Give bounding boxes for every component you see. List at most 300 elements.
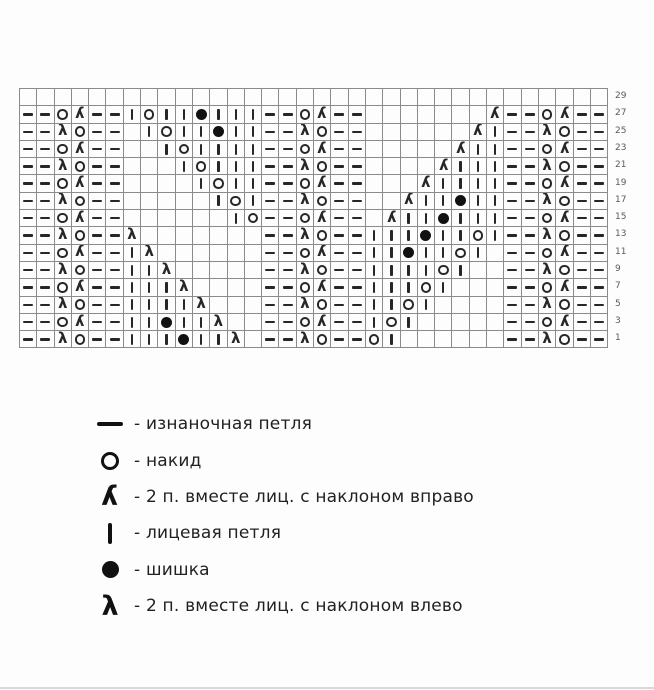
chart-cell [418,89,435,106]
chart-cell [504,89,521,106]
chart-cell [314,158,331,175]
knit-icon [183,109,185,120]
yarn-over-icon [57,144,68,155]
knit-icon [252,161,254,172]
yarn-over-icon [542,178,553,189]
yarn-over-icon [57,109,68,120]
chart-cell [297,89,314,106]
purl-icon [594,286,604,288]
chart-cell [349,89,366,106]
yarn-over-icon [230,196,241,207]
chart-cell [124,314,141,331]
chart-cell [470,245,487,262]
chart-cell [418,193,435,210]
chart-cell [470,297,487,314]
chart-cell [487,279,504,296]
yarn-over-icon [300,109,311,120]
chart-cell [124,297,141,314]
chart-cell [452,262,469,279]
chart-cell [504,193,521,210]
purl-icon [265,252,275,254]
dec-left-icon: λ [161,261,172,278]
yarn-over-icon [559,196,570,207]
purl-icon [525,131,535,133]
chart-cell [383,124,400,141]
chart-cell [418,314,435,331]
chart-cell [262,193,279,210]
chart-cell [591,279,608,296]
purl-icon [507,148,517,150]
chart-cell [574,227,591,244]
chart-cell [591,331,608,348]
chart-cell [366,158,383,175]
knit-icon [390,299,392,310]
dec-left-icon: λ [57,227,68,244]
yarn-over-icon [300,178,311,189]
chart-cell [228,124,245,141]
chart-cell [418,245,435,262]
purl-icon [525,217,535,219]
purl-icon [594,148,604,150]
chart-cell [556,262,573,279]
chart-cell [279,175,296,192]
chart-cell [331,279,348,296]
knit-icon [390,230,392,241]
purl-icon [23,200,33,202]
purl-icon [525,234,535,236]
chart-cell [591,314,608,331]
chart-cell [401,124,418,141]
chart-cell [89,193,106,210]
purl-icon [40,165,50,167]
chart-cell [245,193,262,210]
chart-cell [176,124,193,141]
chart-cell [158,193,175,210]
chart-cell [504,227,521,244]
knit-icon [494,230,496,241]
dec-left-icon: λ [300,331,310,347]
chart-cell [452,124,469,141]
yarn-over-icon [75,230,86,241]
chart-cell [20,297,37,314]
chart-cell [470,141,487,158]
chart-cell [591,89,608,106]
chart-cell [366,89,383,106]
chart-cell [470,89,487,106]
chart-cell [297,158,314,175]
chart-cell [574,245,591,262]
chart-cell [210,262,227,279]
chart-cell [20,106,37,123]
dec-right-icon: λ [559,140,570,157]
chart-cell [89,331,106,348]
knit-icon [373,282,375,293]
scan-edge-artifact [0,687,654,689]
purl-icon [265,182,275,184]
chart-cell [262,124,279,141]
chart-cell [106,124,123,141]
chart-cell [452,279,469,296]
chart-cell [383,331,400,348]
yarn-over-icon [300,213,311,224]
chart-cell [20,245,37,262]
chart-cell [55,297,72,314]
chart-cell [401,210,418,227]
chart-cell [55,158,72,175]
chart-cell [383,227,400,244]
purl-icon [283,148,293,150]
chart-cell [487,141,504,158]
chart-cell [141,297,158,314]
chart-cell [487,262,504,279]
dec-left-icon: λ [542,331,552,347]
dec-left-icon: λ [542,123,552,140]
row-number: 21 [615,160,627,171]
row-number: 25 [615,125,627,136]
chart-cell [55,106,72,123]
chart-cell [522,331,539,348]
chart-cell [141,262,158,279]
chart-cell [72,141,89,158]
chart-cell [55,193,72,210]
chart-cell [349,314,366,331]
chart-cell [470,227,487,244]
purl-icon [92,182,102,184]
legend-label: - шишка [134,559,210,580]
purl-icon [283,182,293,184]
chart-cell [383,141,400,158]
knit-icon [407,213,409,224]
chart-cell [487,175,504,192]
chart-cell [401,245,418,262]
chart-cell [331,106,348,123]
legend-item-purl [86,406,546,442]
dec-right-icon: λ [317,106,327,122]
chart-cell [106,227,123,244]
chart-cell [106,314,123,331]
knit-icon [252,109,254,120]
chart-cell [435,89,452,106]
chart-cell [504,314,521,331]
knit-icon [183,299,185,310]
dec-left-icon: λ [213,313,224,330]
yarn-over-icon [248,213,259,224]
yarn-over-icon [421,282,432,293]
chart-cell [418,210,435,227]
knit-icon [131,109,133,120]
purl-icon [23,113,33,115]
knit-icon [200,178,202,189]
chart-cell [487,158,504,175]
purl-icon [352,252,362,254]
chart-cell [176,314,193,331]
purl-icon [283,252,293,254]
chart-cell [504,279,521,296]
purl-icon [40,217,50,219]
chart-cell [228,158,245,175]
chart-cell [72,175,89,192]
knit-icon [407,265,409,276]
purl-icon [265,304,275,306]
chart-cell [262,279,279,296]
dec-right-icon: λ [317,175,327,192]
chart-cell [314,141,331,158]
legend-label: - 2 п. вместе лиц. с наклоном влево [134,596,463,617]
chart-cell [124,141,141,158]
chart-cell [435,279,452,296]
chart-cell [574,175,591,192]
dec-right-icon: λ [317,210,327,226]
purl-icon [507,286,517,288]
chart-cell [556,297,573,314]
chart-cell [37,89,54,106]
knit-icon [235,178,237,189]
chart-cell [106,89,123,106]
purl-icon [23,131,33,133]
chart-cell [37,175,54,192]
knit-icon [442,178,444,189]
chart-cell [20,193,37,210]
chart-cell [245,124,262,141]
chart-cell [124,262,141,279]
chart-cell [522,124,539,141]
chart-cell [210,245,227,262]
chart-cell [37,193,54,210]
knit-icon [148,282,150,293]
purl-icon [110,148,120,150]
purl-icon [334,338,344,340]
purl-icon [283,304,293,306]
purl-icon [265,200,275,202]
yarn-over-icon [57,248,68,259]
purl-icon [577,252,587,254]
chart-cell [245,89,262,106]
chart-cell [366,262,383,279]
purl-icon [110,269,120,271]
chart-cell [55,141,72,158]
dec-left-icon: λ [57,331,68,347]
purl-icon [594,165,604,167]
purl-icon [92,252,102,254]
dec-right-icon: λ [75,106,85,122]
chart-cell [504,106,521,123]
chart-cell [297,106,314,123]
chart-cell [556,124,573,141]
dec-right-icon: λ [75,210,85,226]
chart-cell [176,331,193,348]
yarn-over-icon [57,213,68,224]
dec-right-icon: λ [386,210,397,226]
knit-icon [459,265,461,276]
chart-cell [124,227,141,244]
chart-cell [262,262,279,279]
purl-icon [507,321,517,323]
chart-cell [245,262,262,279]
chart-cell [522,89,539,106]
chart-cell [435,193,452,210]
chart-cell [418,106,435,123]
chart-cell [574,297,591,314]
knit-icon [217,109,219,120]
purl-icon [577,131,587,133]
knit-icon [200,126,202,137]
k2tog-left-icon: λ [101,590,119,622]
knit-icon [407,282,409,293]
chart-cell [210,175,227,192]
purl-icon [525,286,535,288]
purl-icon [594,131,604,133]
chart-cell [210,124,227,141]
chart-cell [262,141,279,158]
chart-cell [504,175,521,192]
knit-icon [235,109,237,120]
dec-left-icon: λ [57,158,68,174]
knit-icon [200,144,202,155]
chart-cell [556,279,573,296]
chart-cell [366,314,383,331]
purl-icon [334,131,344,133]
purl-icon [352,200,362,202]
chart-cell [349,245,366,262]
chart-cell [124,210,141,227]
legend-item-dec-right [86,479,546,515]
chart-cell [245,245,262,262]
chart-cell [401,141,418,158]
purl-icon [92,217,102,219]
chart-cell [383,106,400,123]
chart-cell [210,193,227,210]
chart-cell [262,331,279,348]
chart-cell [522,158,539,175]
chart-cell [158,124,175,141]
chart-cell [487,89,504,106]
chart-cell [245,106,262,123]
row-number: 11 [615,246,627,257]
yarn-over-icon [300,144,311,155]
purl-icon [40,286,50,288]
purl-icon [577,304,587,306]
chart-cell [418,175,435,192]
chart-cell [418,124,435,141]
purl-icon [265,338,275,340]
dec-left-icon: λ [57,261,68,278]
chart-cell [55,124,72,141]
chart-cell [556,227,573,244]
chart-cell [228,227,245,244]
chart-cell [435,210,452,227]
chart-cell [401,175,418,192]
yarn-over-icon [542,213,553,224]
purl-icon [577,286,587,288]
chart-cell [106,141,123,158]
purl-icon [334,217,344,219]
chart-cell [418,262,435,279]
chart-cell [72,158,89,175]
purl-icon [23,269,33,271]
purl-icon [525,321,535,323]
purl-icon [110,131,120,133]
dec-left-icon: λ [300,123,310,140]
chart-cell [366,124,383,141]
knit-icon [477,213,479,224]
chart-cell [504,262,521,279]
dec-right-icon: λ [559,313,570,330]
yarn-over-icon [196,161,207,172]
chart-cell [487,210,504,227]
chart-cell [556,175,573,192]
chart-cell [452,106,469,123]
dec-right-icon: λ [75,175,85,192]
knit-icon [442,230,444,241]
purl-icon [92,131,102,133]
chart-cell [331,210,348,227]
yarn-over-icon [369,334,380,345]
chart-cell [106,158,123,175]
dec-right-icon: λ [559,106,570,122]
chart-cell [539,262,556,279]
purl-icon [23,182,33,184]
chart-cell [72,106,89,123]
knit-icon [407,317,409,328]
chart-cell [435,331,452,348]
chart-cell [193,279,210,296]
knit-icon [477,144,479,155]
chart-cell [72,89,89,106]
purl-icon [594,304,604,306]
purl-icon [283,200,293,202]
yarn-over-icon [317,161,328,172]
chart-cell [279,262,296,279]
chart-cell [106,175,123,192]
chart-cell [245,314,262,331]
chart-cell [314,279,331,296]
bobble-icon [403,247,414,258]
chart-cell [591,210,608,227]
dec-right-icon: λ [317,313,327,330]
chart-cell [591,106,608,123]
chart-cell [349,193,366,210]
knit-icon [477,247,479,258]
chart-cell [141,158,158,175]
chart-cell [314,124,331,141]
chart-cell [487,314,504,331]
chart-cell [349,297,366,314]
purl-icon [265,148,275,150]
chart-cell [522,227,539,244]
chart-cell [522,210,539,227]
dec-right-icon: λ [559,175,570,192]
purl-icon [334,200,344,202]
knit-icon [442,195,444,206]
chart-cell [435,314,452,331]
chart-cell [574,314,591,331]
chart-cell [470,210,487,227]
chart-cell [401,314,418,331]
chart-cell [228,331,245,348]
chart-cell [383,279,400,296]
row-number: 5 [615,298,621,309]
chart-cell [383,297,400,314]
chart-cell [72,314,89,331]
chart-cell [106,193,123,210]
purl-icon [577,269,587,271]
chart-cell [37,262,54,279]
purl-icon [594,321,604,323]
purl-icon [265,269,275,271]
knit-stitch-icon [108,523,112,544]
chart-cell [574,331,591,348]
chart-cell [401,331,418,348]
